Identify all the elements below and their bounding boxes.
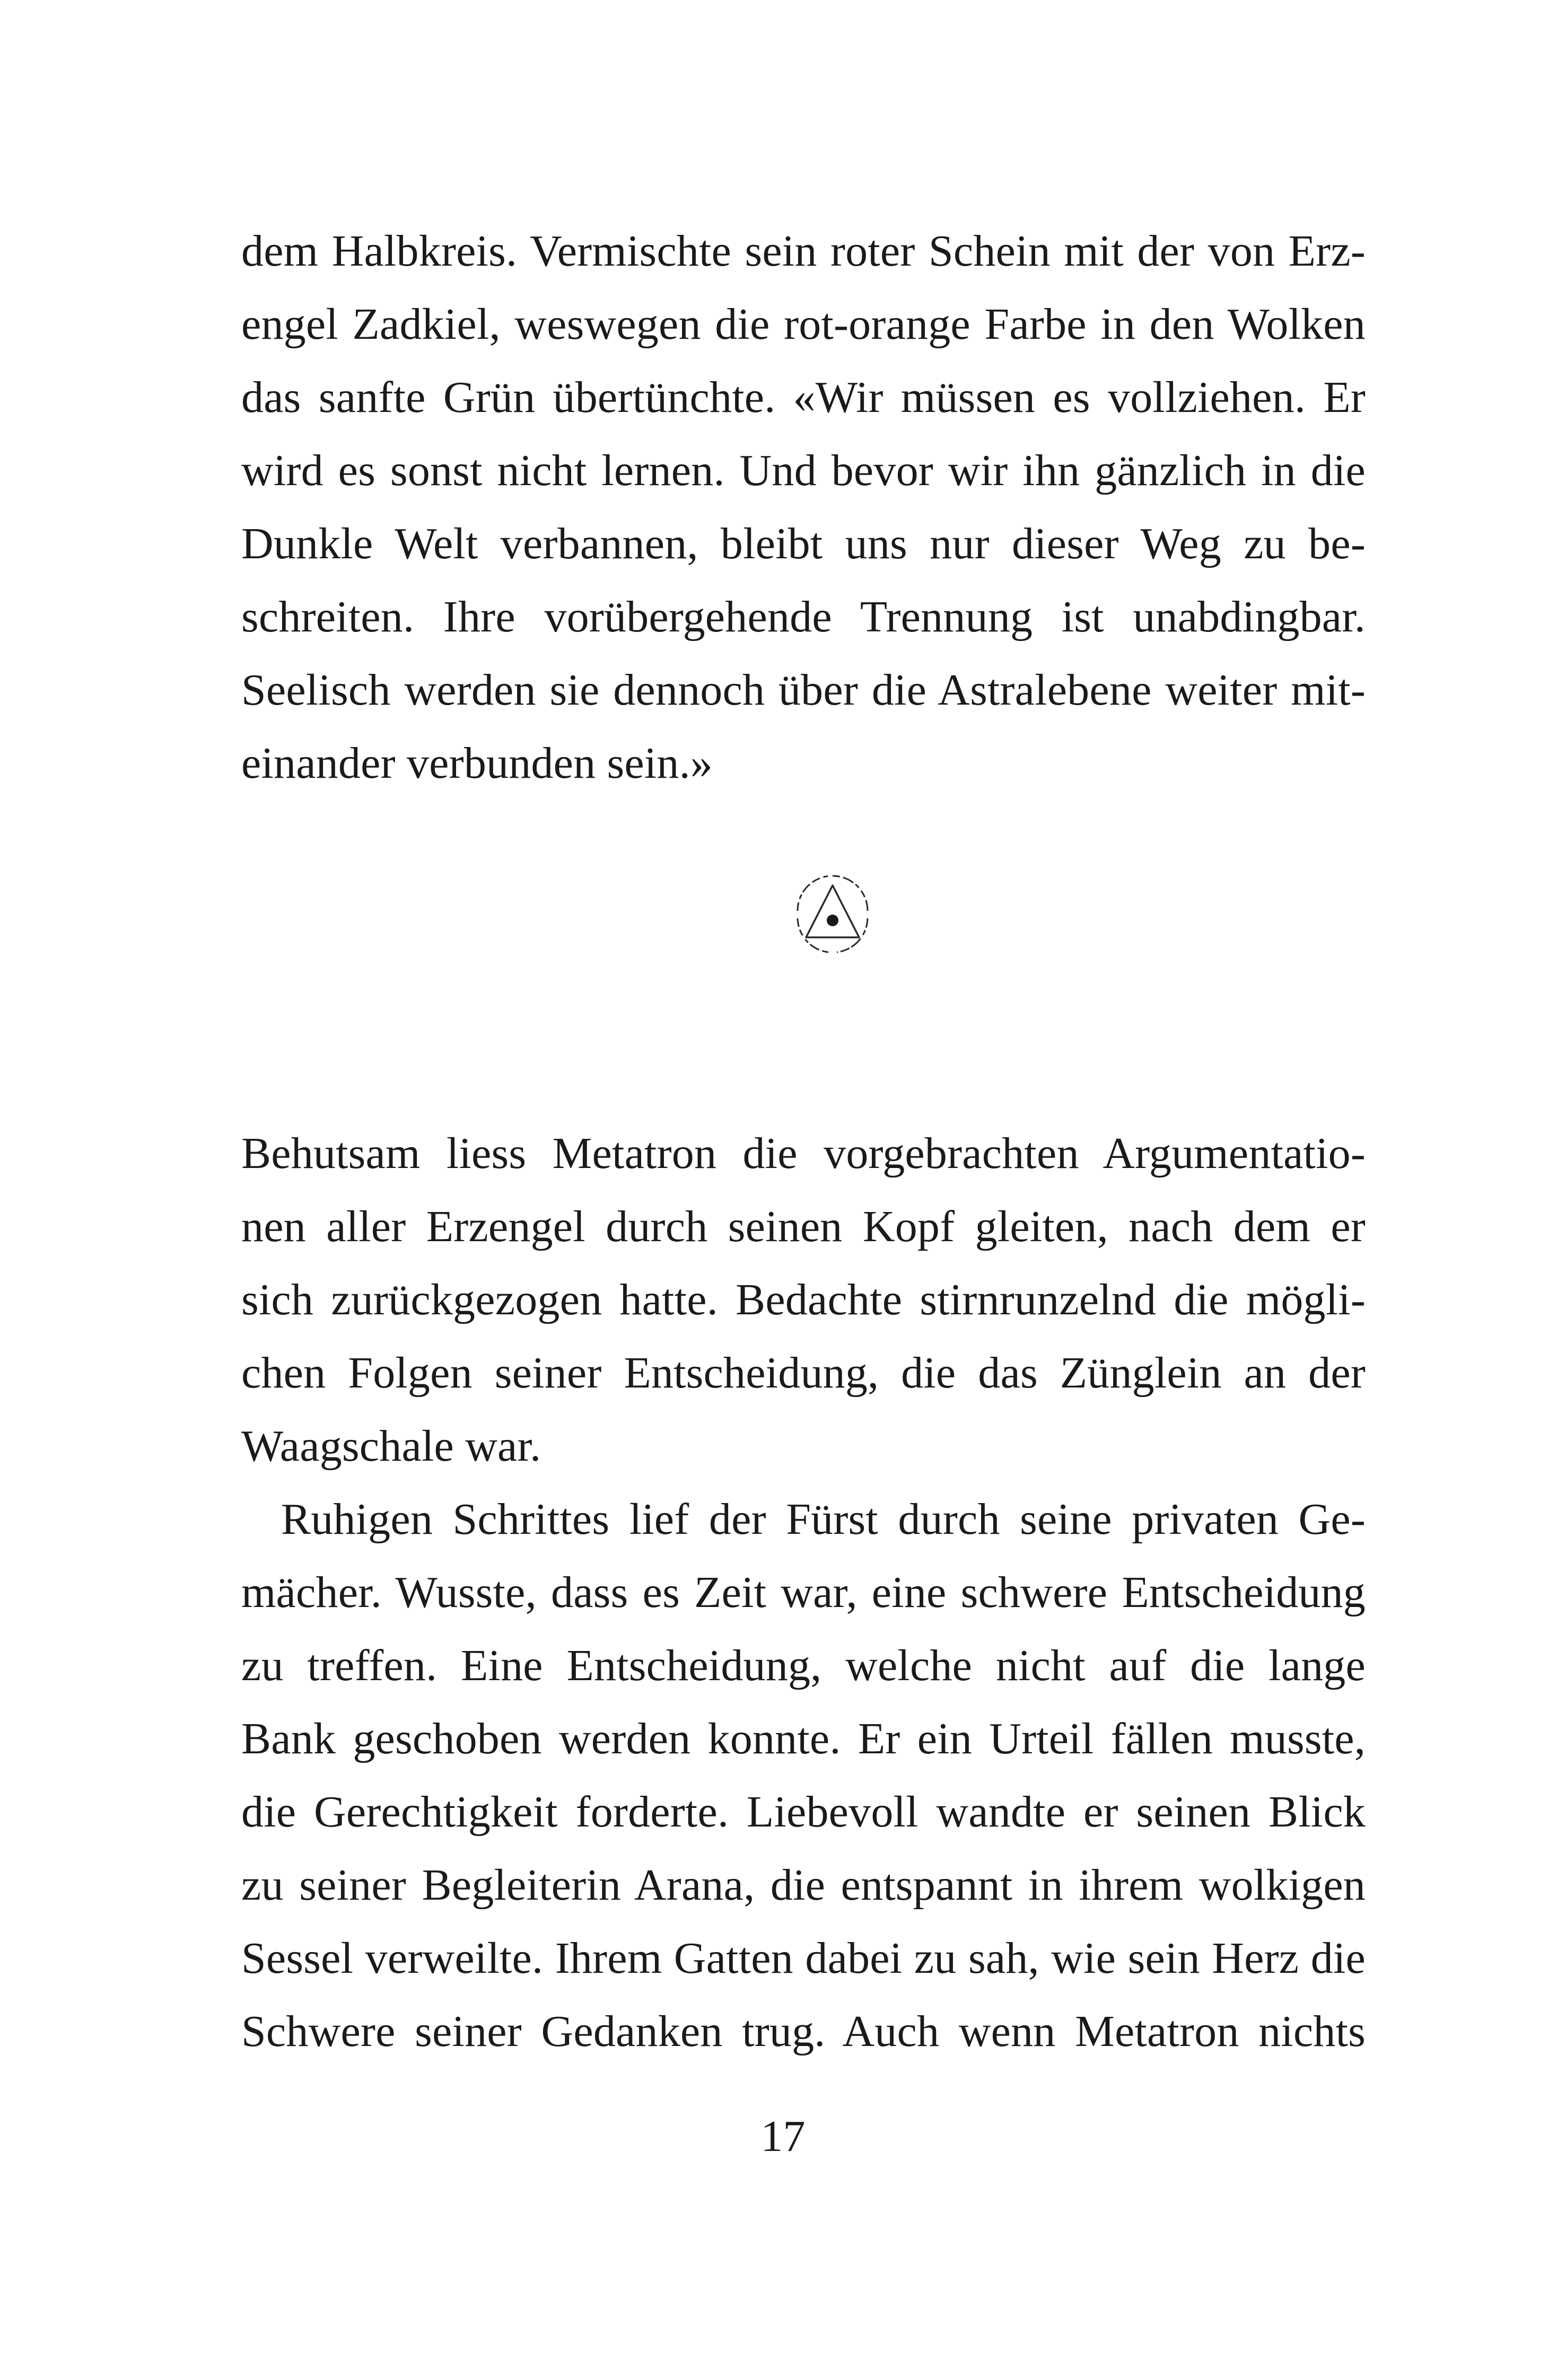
text-line: wird es sonst nicht lernen. Und bevor wir ihn gänzlich in die	[241, 446, 1366, 495]
paragraph-2-3	[241, 1117, 1366, 2068]
text-line: dem Halbkreis. Vermischte sein roter Schein mit der von Erz-	[241, 226, 1366, 276]
paragraph-1	[241, 215, 1366, 800]
text-line: die Gerechtigkeit forderte. Liebevoll wandte er seinen Blick	[241, 1787, 1366, 1837]
text-line: Ruhigen Schrittes lief der Fürst durch seine privaten Ge-	[281, 1495, 1366, 1544]
text-line: nen aller Erzengel durch seinen Kopf gleiten, nach dem er	[241, 1202, 1366, 1251]
text-line: Behutsam liess Metatron die vorgebrachten Argumentatio-	[241, 1129, 1366, 1178]
triangle-in-circle-icon	[790, 870, 875, 964]
text-line: zu treffen. Eine Entscheidung, welche nicht auf die lange	[241, 1641, 1366, 1690]
text-line: Schwere seiner Gedanken trug. Auch wenn Metatron nichts	[241, 2007, 1366, 2056]
text-line: Dunkle Welt verbannen, bleibt uns nur dieser Weg zu be-	[241, 519, 1366, 568]
text-line: engel Zadkiel, weswegen die rot-orange Farbe in den Wolken	[241, 300, 1366, 349]
text-line: mächer. Wusste, dass es Zeit war, eine schwere Entscheidung	[241, 1568, 1366, 1617]
page-number: 17	[760, 2112, 806, 2161]
text-line: Sessel verweilte. Ihrem Gatten dabei zu sah, wie sein Herz die	[241, 1934, 1366, 1983]
text-line: schreiten. Ihre vorübergehende Trennung ist unabdingbar.	[241, 592, 1366, 642]
text-line: Seelisch werden sie dennoch über die Astralebene weiter mit-	[241, 665, 1366, 715]
text-line: zu seiner Begleiterin Arana, die entspannt in ihrem wolkigen	[241, 1860, 1366, 1910]
text-line: das sanfte Grün übertünchte. «Wir müssen es vollziehen. Er	[241, 373, 1366, 422]
text-line: sich zurückgezogen hatte. Bedachte stirnrunzelnd die mögli-	[241, 1275, 1366, 1324]
text-line: chen Folgen seiner Entscheidung, die das Zünglein an der	[241, 1348, 1366, 1398]
text-line: Bank geschoben werden konnte. Er ein Urteil fällen musste,	[241, 1714, 1366, 1763]
text-line: einander verbunden sein.»	[241, 739, 713, 788]
text-line: Waagschale war.	[241, 1421, 541, 1471]
